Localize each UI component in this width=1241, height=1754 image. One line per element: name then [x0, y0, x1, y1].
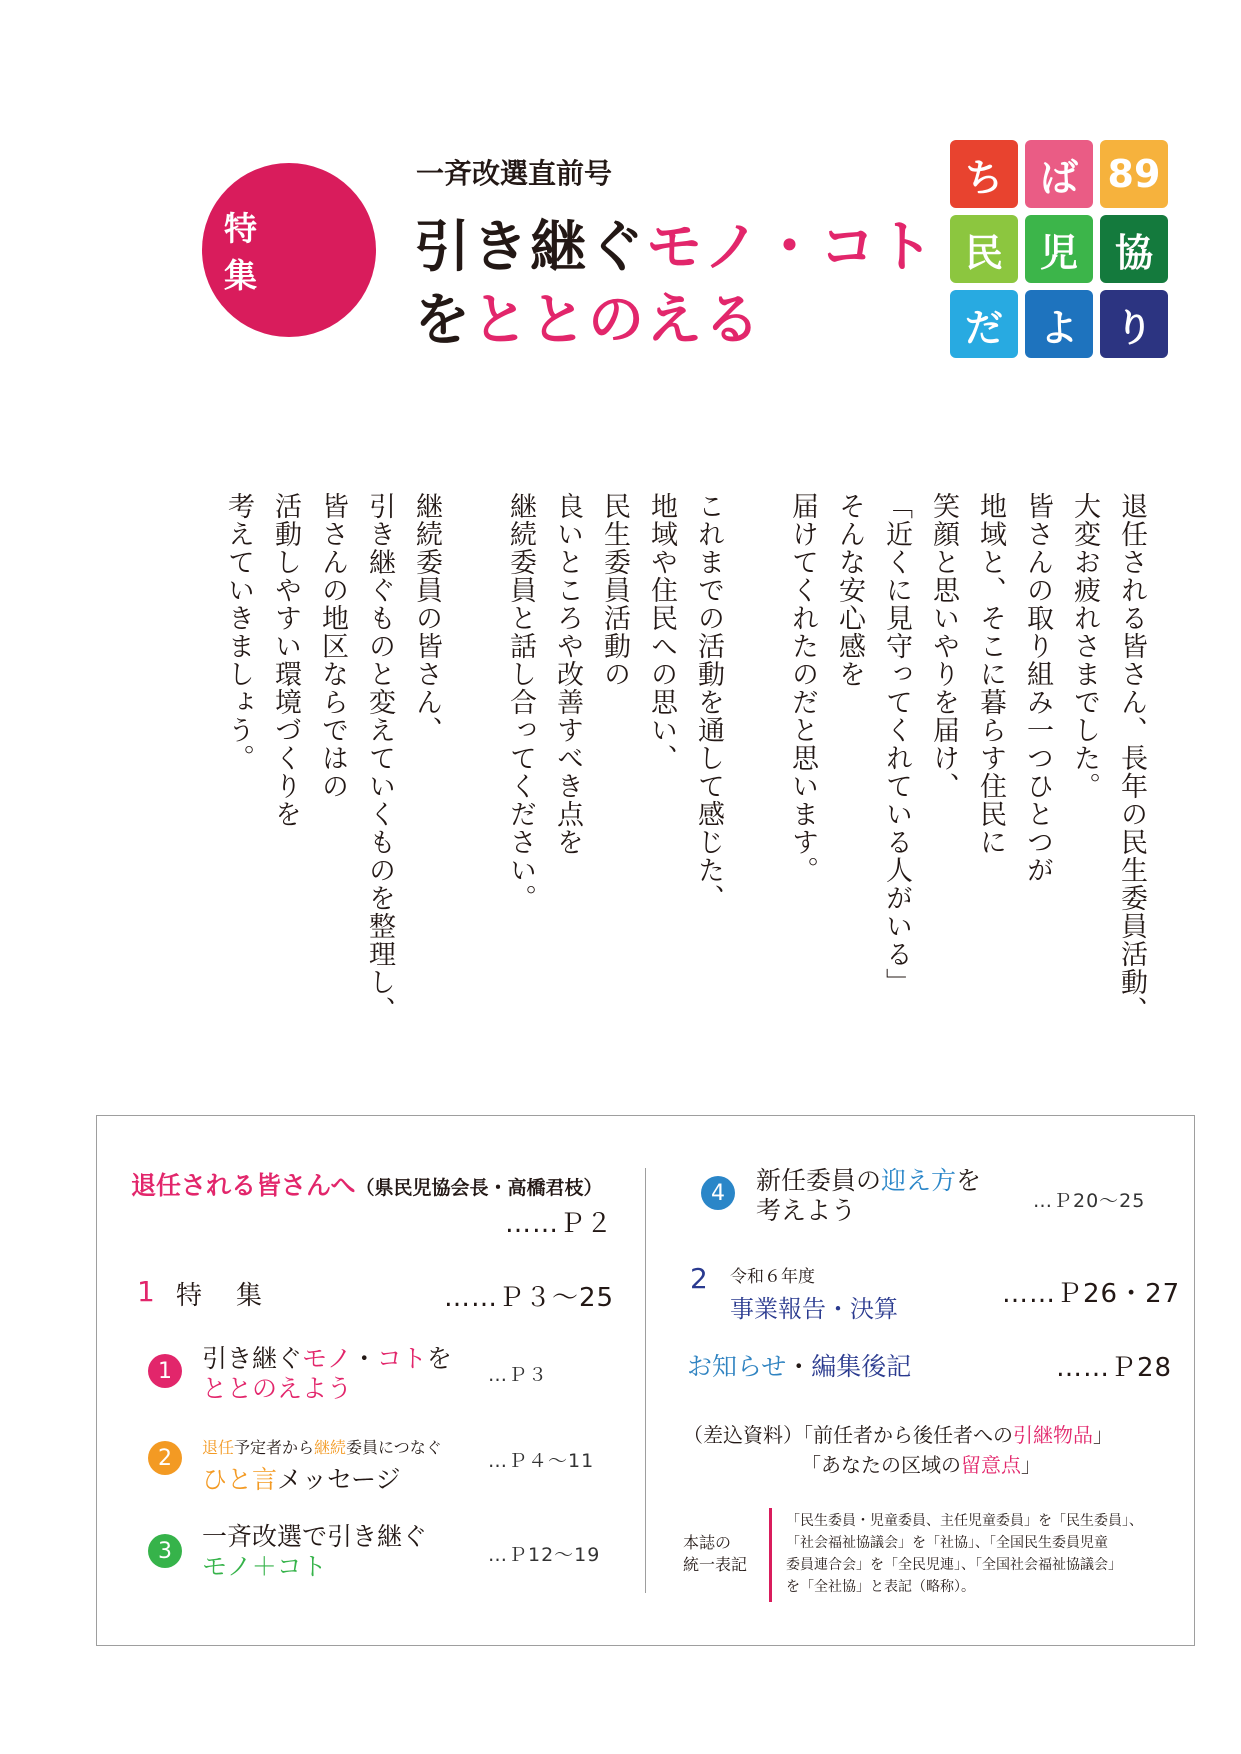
- toc-notice-highlight: お知らせ: [687, 1352, 787, 1381]
- toc-insert-text: （差込資料）「前任者から後任者への: [683, 1423, 1013, 1447]
- toc-item-1-page: …Ｐ３: [488, 1364, 549, 1386]
- toc-item-1-highlight: コト: [376, 1344, 427, 1373]
- issue-label: 一斉改選直前号: [416, 157, 613, 190]
- logo-tile: ち: [950, 140, 1018, 208]
- logo-tile: 民: [950, 215, 1018, 283]
- message-stanza: [1061, 492, 1155, 1052]
- toc-item-2-line-1: [202, 1435, 442, 1458]
- toc-item-4-text: 考えよう: [756, 1196, 857, 1225]
- notation-label-line: 統一表記: [683, 1555, 748, 1574]
- notation-text: [786, 1510, 1143, 1598]
- toc-item-2-highlight: 継続: [314, 1438, 347, 1457]
- toc-report-year: 令和６年度: [730, 1267, 815, 1287]
- message-line: 活動しやすい環境づくりを: [270, 492, 301, 828]
- toc-item-3-highlight: モノ＋コト: [202, 1552, 327, 1581]
- toc-item-4-number: 4: [701, 1176, 735, 1210]
- logo-tile: 児: [1025, 215, 1093, 283]
- toc-item-3-title[interactable]: [202, 1522, 427, 1582]
- toc-insert-text: 「あなたの区域の: [801, 1453, 961, 1477]
- logo-tile: り: [1100, 290, 1168, 358]
- toc-item-2-line-2: [202, 1460, 442, 1496]
- toc-feature-label[interactable]: 特 集: [176, 1281, 267, 1311]
- toc-report-page: ……Ｐ26・27: [1002, 1279, 1181, 1309]
- toc-insert-text: 」: [1093, 1423, 1113, 1447]
- title-highlight: ととのえる: [472, 288, 762, 353]
- toc-item-4-title[interactable]: [756, 1166, 981, 1226]
- toc-farewell-title[interactable]: [131, 1166, 603, 1202]
- toc-item-2-highlight: 退任: [202, 1438, 235, 1457]
- logo-tile: 89: [1100, 140, 1168, 208]
- toc-item-2-title[interactable]: [202, 1435, 442, 1496]
- toc-item-1-text: を: [426, 1344, 452, 1373]
- toc-item-2-text: 委員につなぐ: [346, 1438, 442, 1457]
- toc-report-number: 2: [690, 1262, 708, 1295]
- message-line: 地域や住民への思い、: [646, 492, 677, 772]
- message-line: 皆さんの取り組み一つひとつが: [1022, 492, 1053, 884]
- message-line: 退任される皆さん、長年の民生委員活動、: [1116, 492, 1147, 1024]
- toc-item-1-text: ・: [351, 1344, 377, 1373]
- title-text: 引き継ぐ: [414, 215, 646, 280]
- message-line: 皆さんの地区ならではの: [317, 492, 348, 800]
- toc-report-subtitle: 事業報告・決算: [730, 1295, 898, 1323]
- toc-item-1-highlight: ととのえよう: [202, 1374, 353, 1403]
- toc-item-4-text: を: [956, 1166, 982, 1195]
- toc-item-4-page: …Ｐ20～25: [1033, 1190, 1146, 1212]
- notation-line: 「社会福祉協議会」を「社協」、「全国民生委員児童: [786, 1535, 1108, 1551]
- toc-item-3-text: 一斉改選で引き継ぐ: [202, 1522, 428, 1551]
- feature-badge: 特 集: [202, 163, 376, 337]
- logo-tile: 協: [1100, 215, 1168, 283]
- notation-label-line: 本誌の: [683, 1533, 732, 1552]
- notation-label: [683, 1532, 747, 1576]
- toc-item-2-text: 予定者から: [234, 1438, 315, 1457]
- toc-feature-number: 1: [137, 1275, 155, 1308]
- toc-insert-highlight: 留意点: [961, 1453, 1021, 1477]
- toc-notice-highlight: 編集後記: [811, 1352, 912, 1381]
- message-line: そんな安心感を: [834, 492, 865, 688]
- message-line: 引き継ぐものと変えていくものを整理し、: [364, 492, 395, 1024]
- message-line: これまでの活動を通して感じた、: [693, 492, 724, 912]
- message-stanza: [497, 492, 732, 1052]
- toc-notice-text: ・: [786, 1352, 812, 1381]
- toc-item-2-text: メッセージ: [277, 1465, 401, 1494]
- toc-notice-page: ……Ｐ28: [1056, 1353, 1173, 1383]
- message-stanza: [215, 492, 450, 1052]
- toc-item-2-highlight: ひと言: [202, 1465, 278, 1494]
- message-line: 地域と、そこに暮らす住民に: [975, 492, 1006, 856]
- toc-notice-title[interactable]: [687, 1347, 911, 1383]
- message-line: 民生委員活動の: [599, 492, 630, 688]
- toc-item-3-number: 3: [148, 1534, 182, 1568]
- toc-item-1-title[interactable]: [202, 1344, 452, 1404]
- toc-item-4-text: 新任委員の: [756, 1166, 882, 1195]
- message-line: 笑顔と思いやりを届け、: [928, 492, 959, 800]
- message-line: 「近くに見守ってくれている人がいる」: [881, 492, 912, 996]
- farewell-message: [165, 492, 1155, 1052]
- title-text: を: [414, 288, 472, 353]
- toc-item-1-text: 引き継ぐ: [202, 1344, 303, 1373]
- logo-tile: だ: [950, 290, 1018, 358]
- toc-insert-text: 」: [1021, 1453, 1041, 1477]
- message-line: 届けてくれたのだと思います。: [787, 492, 818, 884]
- message-line: 大変お疲れさまでした。: [1069, 492, 1100, 800]
- message-line: 良いところや改善すべき点を: [552, 492, 583, 856]
- notation-line: 委員連合会」を「全民児連」、「全国社会福祉協議会」: [786, 1557, 1122, 1573]
- toc-farewell-author: （県民児協会長・高橋君枝）: [355, 1177, 603, 1199]
- toc-report-title[interactable]: [730, 1262, 898, 1324]
- notation-accent-bar: [769, 1508, 772, 1602]
- page-title-line-1: [414, 203, 935, 283]
- message-line: 考えていきましょう。: [223, 492, 254, 772]
- logo-tile: よ: [1025, 290, 1093, 358]
- toc-insert-highlight: 引継物品: [1013, 1423, 1093, 1447]
- toc-item-1-number: 1: [148, 1354, 182, 1388]
- logo-tile: ば: [1025, 140, 1093, 208]
- toc-farewell-page: ……Ｐ２: [505, 1209, 614, 1239]
- notation-line: 「民生委員・児童委員、主任児童委員」を「民生委員」、: [786, 1513, 1143, 1529]
- chiba-minjikyo-logo: [950, 140, 1168, 358]
- title-highlight: モノ・コト: [646, 215, 936, 280]
- message-stanza: [779, 492, 1061, 1052]
- toc-divider: [645, 1168, 646, 1593]
- toc-farewell-title-text: 退任される皆さんへ: [131, 1171, 356, 1200]
- toc-item-2-page: …Ｐ４～11: [488, 1450, 595, 1472]
- toc-item-2-number: 2: [148, 1441, 182, 1475]
- toc-insert-materials: [683, 1420, 1113, 1480]
- page-title-line-2: [414, 276, 762, 356]
- notation-line: を「全社協」と表記（略称）。: [786, 1579, 975, 1595]
- toc-item-4-highlight: 迎え方: [881, 1166, 957, 1195]
- message-line: 継続委員の皆さん、: [411, 492, 442, 744]
- toc-feature-page: ……Ｐ３～25: [444, 1283, 615, 1313]
- toc-item-1-highlight: モノ: [302, 1344, 352, 1373]
- message-line: 継続委員と話し合ってください。: [505, 492, 536, 912]
- toc-item-3-page: …Ｐ12～19: [488, 1544, 601, 1566]
